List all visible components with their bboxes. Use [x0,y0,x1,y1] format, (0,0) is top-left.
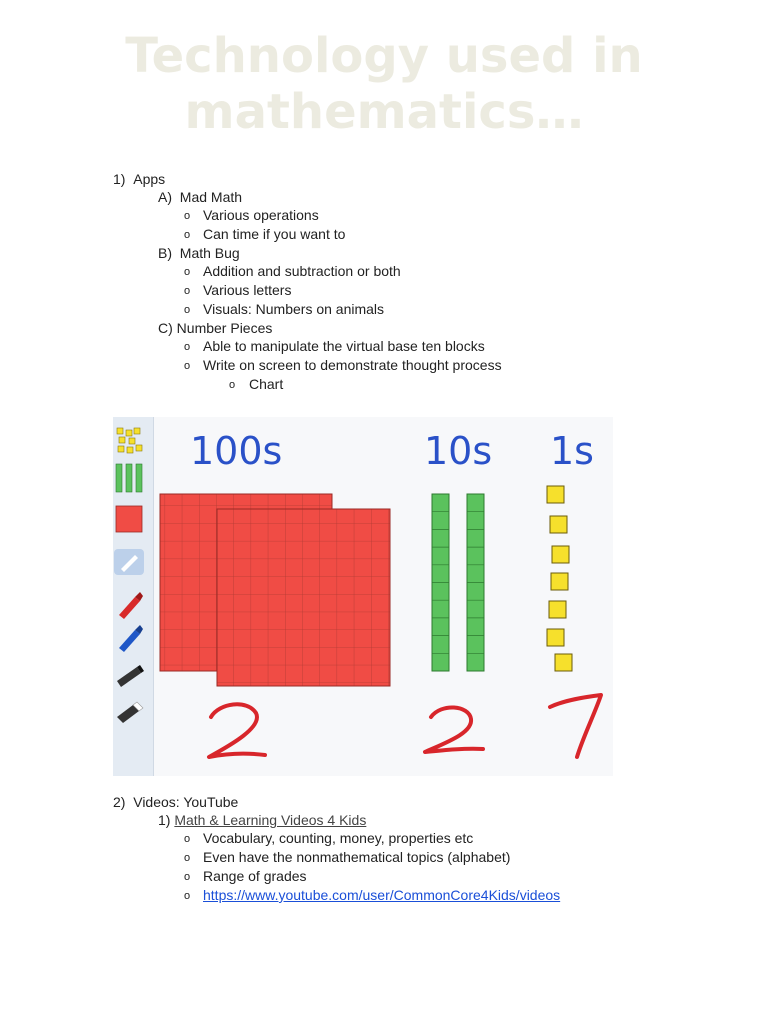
section-label: Apps [133,171,166,187]
heading-tens: 10s [424,429,493,473]
handwritten-count-2-hundreds [209,704,265,757]
bullet-marker: o [184,360,191,372]
bullet-marker: o [184,285,191,297]
list-item: Chart [249,376,284,392]
heading-ones: 1s [550,429,594,473]
tens-rod[interactable] [432,494,449,671]
bullet-marker: o [184,304,191,316]
section-videos-heading [113,793,238,811]
section-label: Videos: YouTube [133,794,239,810]
hundreds-flat[interactable] [217,509,390,686]
number-pieces-screenshot [113,417,613,776]
list-item: Even have the nonmathematical topics (alphabet) [203,849,511,865]
sub-number: 1) [158,812,171,828]
ones-unit[interactable] [547,486,564,503]
bullet-marker: o [184,229,191,241]
bullet-marker: o [184,852,191,864]
app-name: Mad Math [179,189,243,205]
page-title [0,28,768,140]
section-number: 1) [113,171,126,187]
bullet-marker: o [184,210,191,222]
list-item: Visuals: Numbers on animals [203,301,385,317]
app-letter: B) [158,245,172,261]
list-item: Various operations [203,207,319,223]
bullet-marker: o [184,871,191,883]
ones-unit[interactable] [547,629,564,646]
handwritten-count-2-tens [425,707,483,752]
app-letter: A) [158,189,172,205]
video-channel-heading [158,811,366,829]
list-item: Can time if you want to [203,226,346,242]
app-heading-number-pieces [158,319,272,337]
bullet-marker: o [184,341,191,353]
ones-unit[interactable] [549,601,566,618]
section-apps-heading [113,170,165,188]
app-heading-mad-math [158,188,242,206]
youtube-link[interactable]: https://www.youtube.com/user/CommonCore4Kids/videos [203,887,561,903]
list-item: Addition and subtraction or both [203,263,401,279]
channel-name-link[interactable]: Math & Learning Videos 4 Kids [174,812,367,828]
list-item: Range of grades [203,868,307,884]
base-ten-canvas [113,417,613,776]
list-item: Able to manipulate the virtual base ten blocks [203,338,485,354]
app-name: Math Bug [179,245,240,261]
ones-unit[interactable] [555,654,572,671]
list-item: Various letters [203,282,292,298]
bullet-marker: o [229,379,236,391]
list-item: Vocabulary, counting, money, properties etc [203,830,474,846]
handwritten-count-7-ones [550,695,601,757]
app-letter: C) [158,320,173,336]
title-line-2: mathematics… [184,84,584,140]
title-line-1: Technology used in [125,28,643,84]
tens-rod[interactable] [467,494,484,671]
ones-unit[interactable] [550,516,567,533]
app-heading-math-bug [158,244,240,262]
section-number: 2) [113,794,126,810]
bullet-marker: o [184,266,191,278]
bullet-marker: o [184,833,191,845]
list-item: Write on screen to demonstrate thought process [203,357,502,373]
ones-unit[interactable] [552,546,569,563]
heading-hundreds: 100s [190,429,283,473]
bullet-marker: o [184,890,191,902]
ones-unit[interactable] [551,573,568,590]
app-name: Number Pieces [176,320,273,336]
